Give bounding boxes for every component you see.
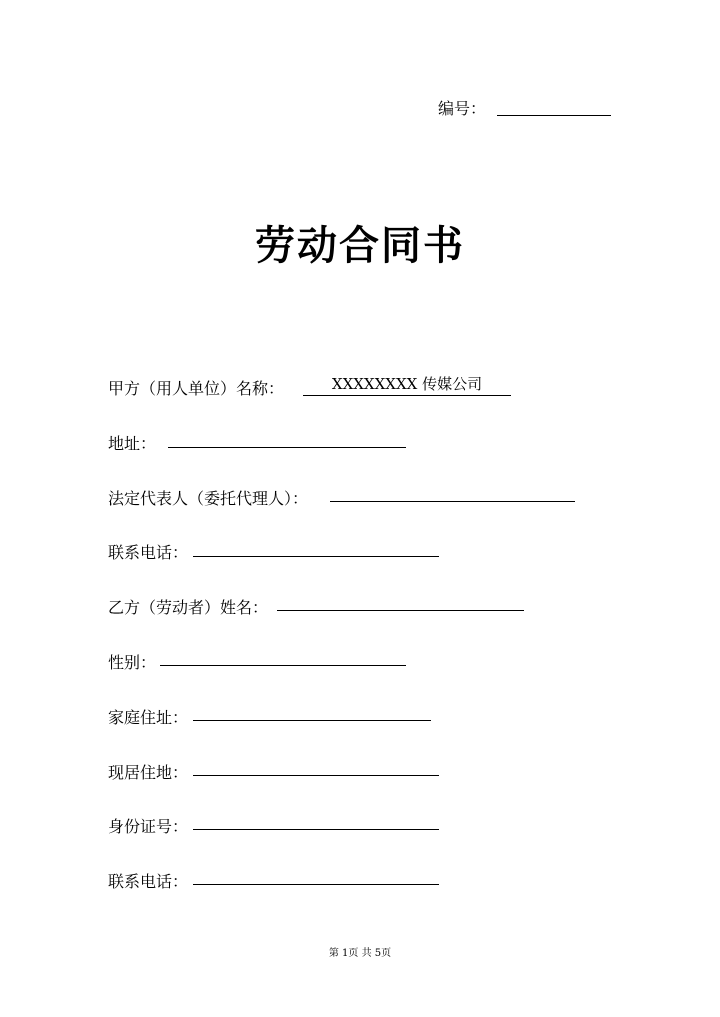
gender-label: 性别： [108, 653, 157, 672]
party-a-name-value[interactable]: XXXXXXXX 传媒公司 [303, 373, 511, 396]
document-title: 劳动合同书 [255, 222, 465, 269]
party-a-phone-field[interactable] [193, 556, 439, 557]
legal-representative-label: 法定代表人（委托代理人）： [108, 489, 309, 508]
home-address-field[interactable] [193, 720, 431, 721]
home-address-label: 家庭住址： [108, 708, 189, 727]
address-label: 地址： [108, 434, 157, 453]
party-a-name-label: 甲方（用人单位）名称： [108, 379, 285, 398]
page-number: 第 1页 共 5页 [328, 948, 392, 959]
id-number-label: 身份证号： [108, 817, 189, 836]
gender-field[interactable] [160, 665, 406, 666]
party-b-name-label: 乙方（劳动者）姓名： [108, 598, 269, 617]
address-field[interactable] [168, 447, 406, 448]
party-b-phone-label: 联系电话： [108, 872, 189, 891]
party-b-phone-field[interactable] [193, 884, 439, 885]
party-b-name-field[interactable] [277, 610, 524, 611]
contract-number-label: 编号： [438, 99, 487, 118]
legal-representative-field[interactable] [330, 501, 575, 502]
current-address-field[interactable] [193, 775, 439, 776]
id-number-field[interactable] [193, 829, 439, 830]
party-a-phone-label: 联系电话： [108, 543, 189, 562]
current-address-label: 现居住地： [108, 763, 189, 782]
contract-number-field[interactable] [497, 115, 611, 116]
